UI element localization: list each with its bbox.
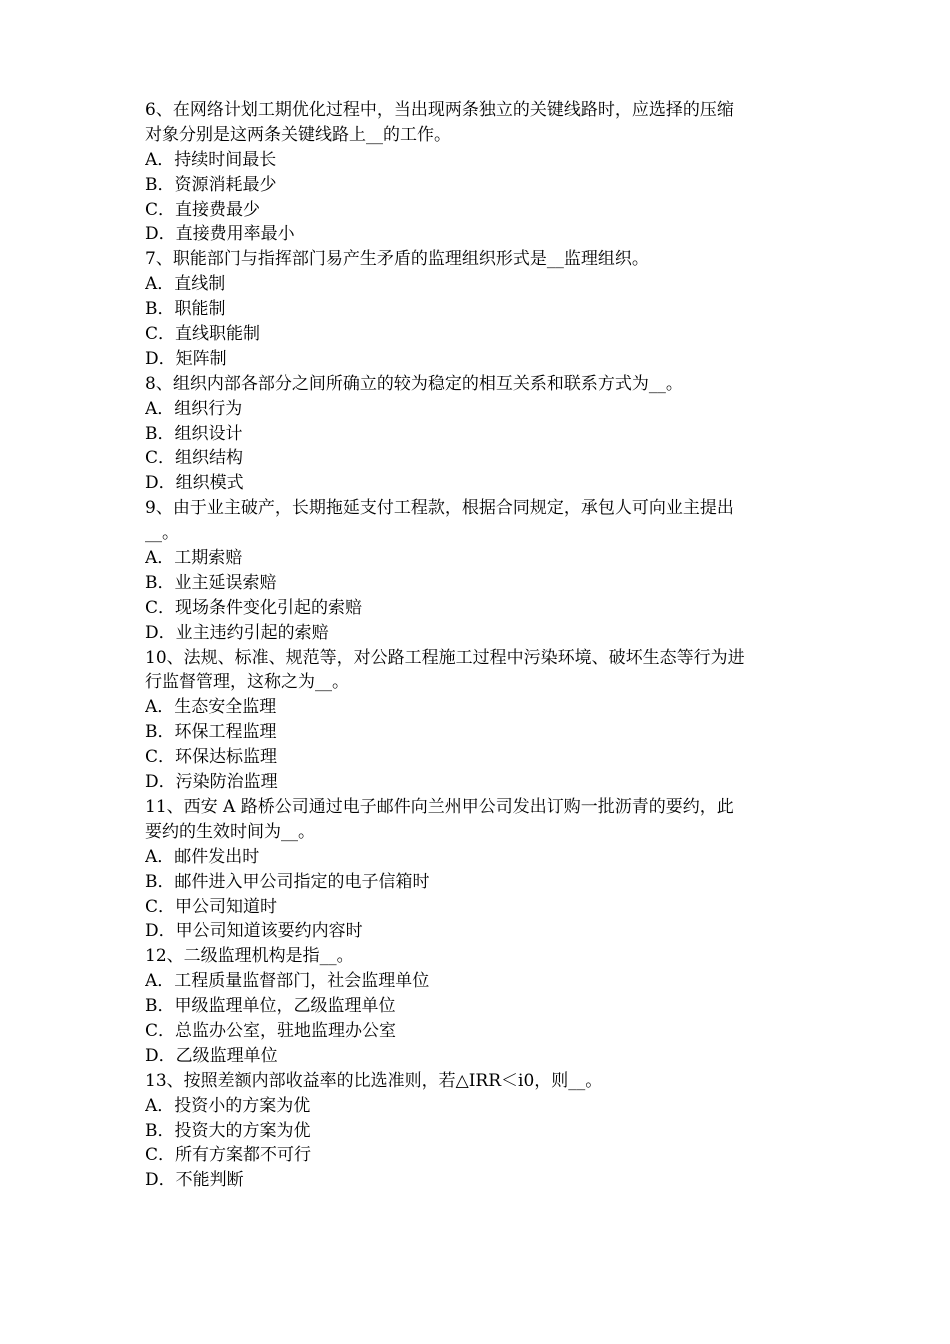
option-list <box>145 969 817 1069</box>
question-text: 8、组织内部各部分之间所确立的较为稳定的相互关系和联系方式为__。 <box>145 373 683 394</box>
question-text: 7、职能部门与指挥部门易产生矛盾的监理组织形式是__监理组织。 <box>145 249 649 270</box>
option-b: B．职能制 <box>145 299 226 320</box>
option-b: B．环保工程监理 <box>145 722 277 743</box>
option-a: A．投资小的方案为优 <box>145 1095 311 1116</box>
question-text: __。 <box>145 523 179 544</box>
option-d: D．污染防治监理 <box>145 772 278 793</box>
option-d: D．乙级监理单位 <box>145 1045 278 1066</box>
question-text: 13、按照差额内部收益率的比选准则，若△IRR＜i0，则__。 <box>145 1070 603 1091</box>
option-a: A．持续时间最长 <box>145 149 277 170</box>
option-a: A．组织行为 <box>145 398 243 419</box>
option-c: C．现场条件变化引起的索赔 <box>145 597 363 618</box>
option-c: C．总监办公室，驻地监理办公室 <box>145 1020 397 1041</box>
option-b: B．投资大的方案为优 <box>145 1120 311 1141</box>
document-page <box>145 98 817 1193</box>
question-13 <box>145 1069 817 1193</box>
option-d: D．甲公司知道该要约内容时 <box>145 921 363 942</box>
option-d: D．矩阵制 <box>145 348 227 369</box>
option-b: B．资源消耗最少 <box>145 174 277 195</box>
option-d: D．组织模式 <box>145 473 244 494</box>
option-a: A．生态安全监理 <box>145 697 277 718</box>
question-text: 行监督管理，这称之为__。 <box>145 672 349 693</box>
option-a: A．邮件发出时 <box>145 846 260 867</box>
option-list <box>145 1094 817 1194</box>
option-list <box>145 272 817 372</box>
option-d: D．业主违约引起的索赔 <box>145 622 329 643</box>
question-text: 10、法规、标准、规范等，对公路工程施工过程中污染环境、破坏生态等行为进 <box>145 647 745 668</box>
question-9 <box>145 496 817 645</box>
question-text: 12、二级监理机构是指__。 <box>145 946 354 967</box>
option-b: B．邮件进入甲公司指定的电子信箱时 <box>145 871 430 892</box>
option-list <box>145 397 817 497</box>
question-text: 6、在网络计划工期优化过程中，当出现两条独立的关键线路时，应选择的压缩 <box>145 100 734 120</box>
option-b: B．业主延误索赔 <box>145 572 277 593</box>
option-list <box>145 695 817 795</box>
option-a: A．工期索赔 <box>145 548 243 569</box>
option-list <box>145 845 817 945</box>
question-10 <box>145 646 817 795</box>
question-8 <box>145 372 817 496</box>
question-6 <box>145 98 817 247</box>
question-text: 要约的生效时间为__。 <box>145 821 315 842</box>
question-text: 对象分别是这两条关键线路上__的工作。 <box>145 124 451 145</box>
option-c: C．甲公司知道时 <box>145 896 278 917</box>
option-list <box>145 148 817 248</box>
option-b: B．组织设计 <box>145 423 243 444</box>
question-11 <box>145 795 817 944</box>
question-7 <box>145 247 817 371</box>
question-text: 9、由于业主破产，长期拖延支付工程款，根据合同规定，承包人可向业主提出 <box>145 498 734 519</box>
question-text: 11、西安 A 路桥公司通过电子邮件向兰州甲公司发出订购一批沥青的要约，此 <box>145 796 734 817</box>
option-list <box>145 546 817 646</box>
question-12 <box>145 944 817 1068</box>
option-c: C．直线职能制 <box>145 324 261 345</box>
option-c: C．环保达标监理 <box>145 747 278 768</box>
option-d: D．直接费用率最小 <box>145 224 295 245</box>
option-a: A．直线制 <box>145 274 226 295</box>
option-b: B．甲级监理单位，乙级监理单位 <box>145 996 396 1017</box>
option-c: C．组织结构 <box>145 448 244 469</box>
option-c: C．直接费最少 <box>145 199 261 220</box>
option-c: C．所有方案都不可行 <box>145 1145 312 1166</box>
option-d: D．不能判断 <box>145 1170 244 1191</box>
option-a: A．工程质量监督部门，社会监理单位 <box>145 971 430 992</box>
